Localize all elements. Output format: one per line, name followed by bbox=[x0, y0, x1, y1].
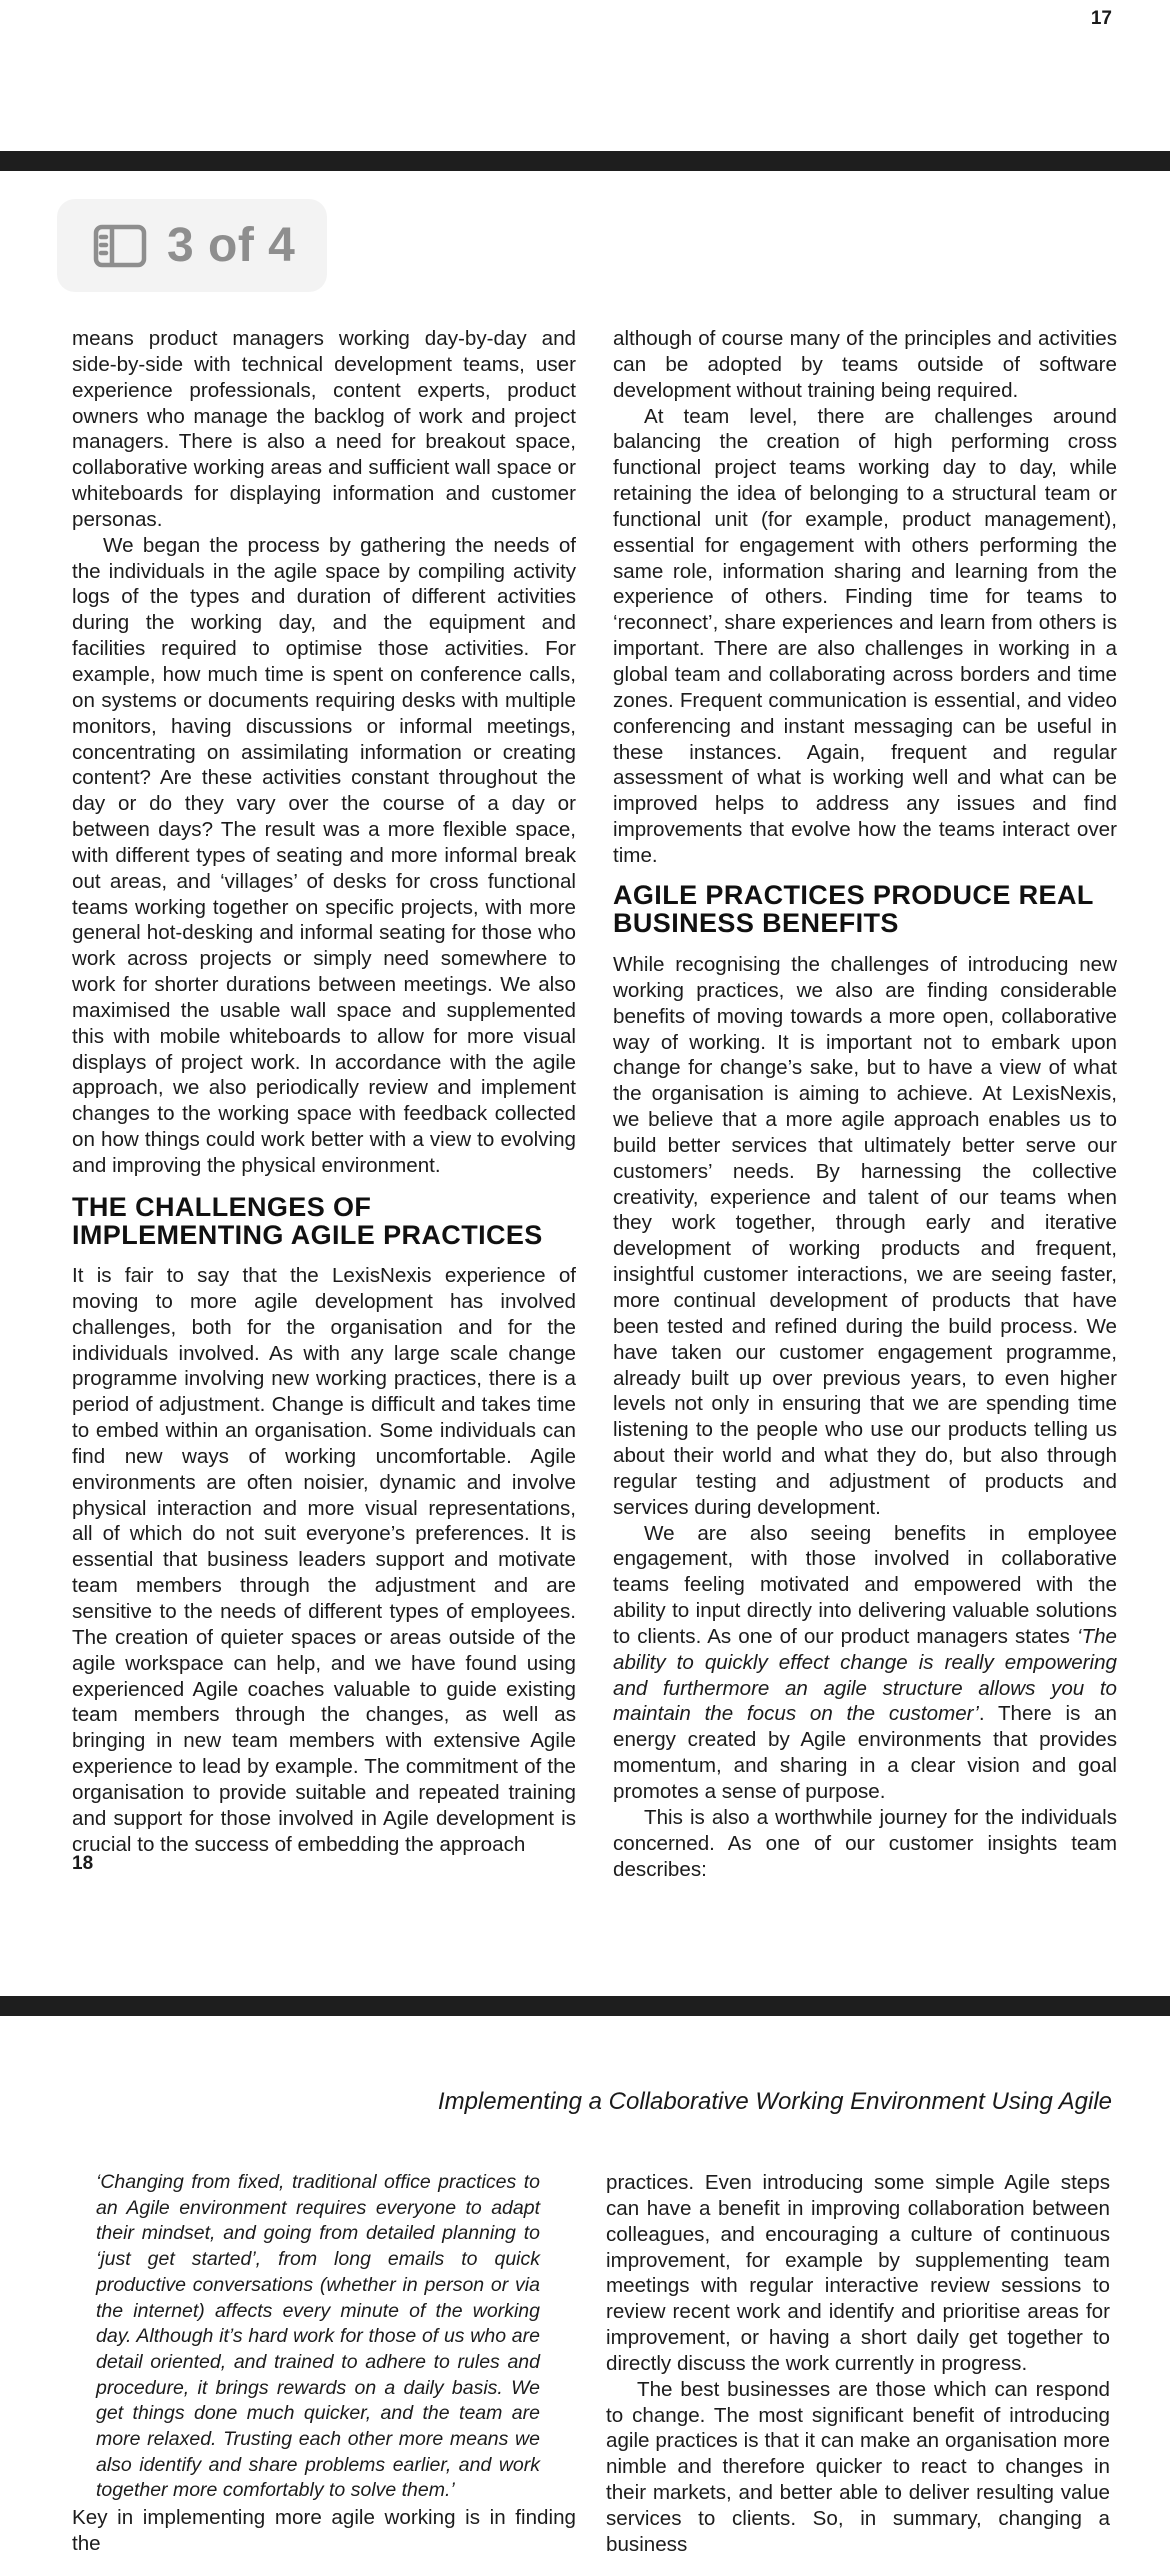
paragraph: The best businesses are those which can respond to change. The most significant benefit of introducing agile practices is that it can make an organisation more nimble and therefore quicker to react to changes in their markets, and better able to deliver resulting value services to clients. So, in summary, changing a business bbox=[606, 2377, 1110, 2556]
quote-text: ‘Changing from fixed, traditional office practices to an Agile environment requires everyone to adapt their mindset, and going from detailed planning to ‘just get started’, from long emails to quick productive conversations (whether in person or via the internet) affects every minute of the working day. Although it’s hard work for those of us who are detail oriented, and trained to adhere to rules and procedure, it brings rewards on a daily basis. We get things done much quicker, and the team are more relaxed. Trusting each other more means we also identify and share problems earlier, and work together more comfortably to solve them.’ bbox=[96, 2171, 540, 2502]
heading-line: AGILE PRACTICES PRODUCE REAL bbox=[613, 880, 1094, 910]
page-indicator[interactable] bbox=[57, 199, 327, 292]
paragraph: This is also a worthwhile journey for the individuals concerned. As one of our customer insights team describes: bbox=[613, 1805, 1117, 1881]
page-number-bottom: 18 bbox=[72, 1853, 94, 1874]
sidebar-icon bbox=[93, 224, 147, 268]
paragraph bbox=[613, 1521, 1117, 1805]
paragraph: Key in implementing more agile working is in finding the bbox=[72, 2506, 576, 2555]
benefits-heading bbox=[613, 881, 1133, 937]
upper-right-column bbox=[613, 326, 1117, 869]
benefits-body bbox=[613, 952, 1117, 1882]
text-run: We are also seeing benefits in employee engagement, with those involved in collaborative teams feeling motivated and empowered with the ability to input directly into delivering valuable solutions to clients. As one of our product managers states bbox=[613, 1521, 1117, 1648]
lower-left-column bbox=[72, 2505, 576, 2557]
running-head: Implementing a Collaborative Working Environment Using Agile bbox=[437, 2088, 1112, 2115]
paragraph: While recognising the challenges of introducing new working practices, we also are finding considerable benefits of moving towards a more open, collaborative way of working. It is important not to embark upon change for change’s sake, but to have a view of what the organisation is aiming to achieve. At LexisNexis, we believe that a more agile approach enables us to build better services that ultimately better serve our customers’ needs. By harnessing the collective creativity, experience and talent of our teams when they work together, through early and iterative development of working products and frequent, insightful customer interactions, we are seeing faster, more continual development of products that have been tested and refined during the build process. We have taken our customer engagement programme, already built up over previous years, to even higher levels not only in ensuring that we are spending time listening to the people who use our products telling us about their world and what they do, but also through regular testing and adjustment of products and services during development. bbox=[613, 953, 1117, 1519]
paragraph: It is fair to say that the LexisNexis experience of moving to more agile development has involved challenges, both for the organisation and for the individuals involved. As with any large scale change programme involving new working practices, there is a period of adjustment. Change is difficult and takes time to embed within an organisation. Some individuals can find new ways of working uncomfortable. Agile environments are often noisier, dynamic and involve physical interaction and more visual representations, all of which do not suit everyone’s preferences. It is essential that business leaders support and motivate team members through the adjustment and are sensitive to the needs of different types of employees. The creation of quieter spaces or areas outside of the agile workspace can help, and we have found using experienced Agile coaches valuable to guide existing team members through the changes, as well as bringing in new team members with extensive Agile experience to lead by example. The commitment of the organisation to provide suitable and repeated training and support for those involved in Agile development is crucial to the success of embedding the approach bbox=[72, 1264, 576, 1856]
text-run: . There is an energy created by Agile environments that provides momentum, and sharing in a clear vision and goal promotes a sense of purpose. bbox=[613, 1702, 1117, 1803]
heading-line: BUSINESS BENEFITS bbox=[613, 908, 899, 938]
challenges-heading bbox=[72, 1193, 592, 1249]
page-divider-bottom bbox=[0, 1996, 1170, 2016]
page-divider-top bbox=[0, 151, 1170, 171]
upper-left-column bbox=[72, 326, 576, 1179]
challenges-body bbox=[72, 1263, 576, 1857]
lower-right-column bbox=[606, 2170, 1110, 2558]
block-quote bbox=[96, 2170, 540, 2504]
heading-line: IMPLEMENTING AGILE PRACTICES bbox=[72, 1220, 543, 1250]
paragraph: means product managers working day-by-day and side-by-side with technical development teams, user experience professionals, content experts, product owners who manage the backlog of work and project managers. There is also a need for breakout space, collaborative working areas and sufficient wall space or whiteboards for displaying information and customer personas. bbox=[72, 327, 576, 531]
inline-quote: ‘The ability to quickly effect change is really empowering and furthermore an agile structure allows you to maintain the focus on the customer’ bbox=[613, 1624, 1117, 1726]
heading-line: THE CHALLENGES OF bbox=[72, 1192, 372, 1222]
page-number-top: 17 bbox=[1090, 8, 1112, 29]
paragraph: although of course many of the principles and activities can be adopted by teams outside of software development without training being required. bbox=[613, 327, 1117, 402]
paragraph: practices. Even introducing some simple Agile steps can have a benefit in improving collaboration between colleagues, and encouraging a culture of continuous improvement, for example by supplementing team meetings with regular interactive review sessions to review recent work and identify and prioritise areas for improvement, or having a short daily get together to directly discuss the work currently in progress. bbox=[606, 2171, 1110, 2375]
paragraph: At team level, there are challenges around balancing the creation of high performing cross functional project teams working day to day, while retaining the idea of belonging to a structural team or functional unit (for example, product management), essential for engagement with others performing the same role, information sharing and learning from the experience of others. Finding time for teams to ‘reconnect’, share experiences and learn from others is important. There are also challenges in working in a global team and collaborating across borders and time zones. Frequent communication is essential, and video conferencing and instant messaging can be useful in these instances. Again, frequent and regular assessment of what is working well and what can be improved helps to address any issues and find improvements that evolve how the teams interact over time. bbox=[613, 404, 1117, 867]
paragraph: We began the process by gathering the needs of the individuals in the agile space by compiling activity logs of the types and duration of different activities during the working day, and the equipment and facilities required to optimise those activities. For example, how much time is spent on conference calls, on systems or documents requiring desks with multiple monitors, having discussions or informal meetings, concentrating on assimilating information or creating content? Are these activities constant throughout the day or do they vary over the course of a day or between days? The result was a more flexible space, with different types of seating and more informal break out areas, and ‘villages’ of desks for cross functional teams working together on specific projects, with more general hot-desking and informal seating for those who work across projects or simply need somewhere to work for shorter durations between meetings. We also maximised the usable wall space and supplemented this with mobile whiteboards to allow for more visual displays of project work. In accordance with the agile approach, we also periodically review and implement changes to the working space with feedback collected on how things could work better with a view to evolving and improving the physical environment. bbox=[72, 533, 576, 1177]
page-indicator-label: 3 of 4 bbox=[167, 219, 296, 272]
